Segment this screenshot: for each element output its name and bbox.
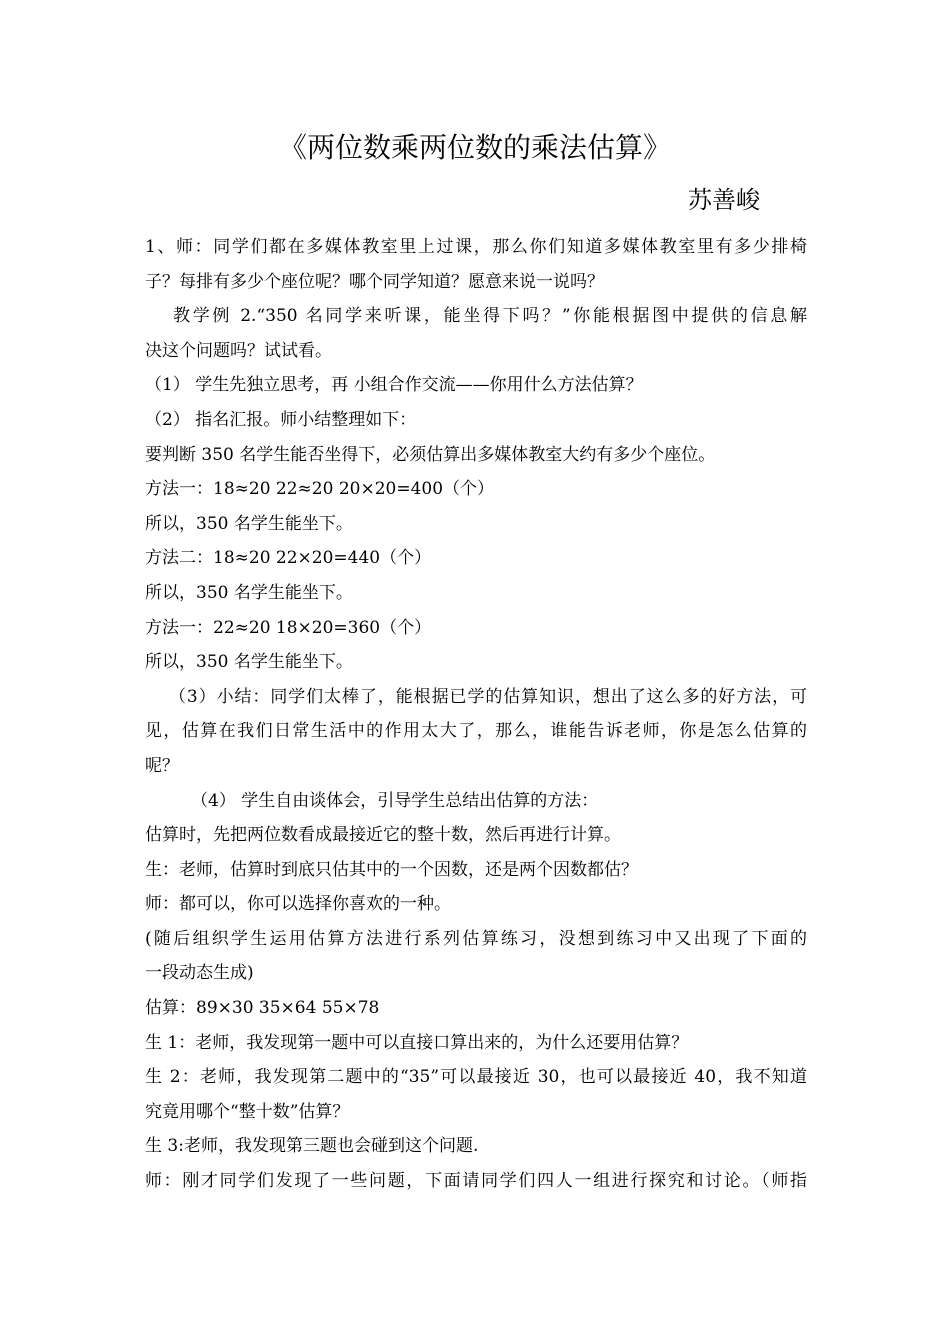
text-line: 呢？ [145,755,179,776]
text-line: （4） 学生自由谈体会，引导学生总结出估算的方法： [191,790,599,811]
text-line: 估算：89×30 35×64 55×78 [145,998,380,1019]
text-line: 方法二：18≈20 22×20=440（个） [145,548,432,569]
text-line: 生：老师，估算时到底只估其中的一个因数，还是两个因数都估？ [145,859,638,880]
document-body [145,230,807,1199]
text-line: (随后组织学生运用估算方法进行系列估算练习，没想到练习中又出现了下面的 [145,928,807,949]
document-author: 苏善峻 [688,186,760,214]
text-line: 生 1：老师，我发现第一题中可以直接口算出来的，为什么还要用估算？ [145,1032,689,1053]
text-line: 所以，350 名学生能坐下。 [145,582,353,603]
text-line: 师：都可以，你可以选择你喜欢的一种。 [145,894,451,915]
text-line: 生 3:老师，我发现第三题也会碰到这个问题. [145,1136,479,1157]
text-line: 方法一：22≈20 18×20=360（个） [145,617,432,638]
text-line: 教学例 2.“350 名同学来听课，能坐得下吗？”你能根据图中提供的信息解 [173,306,807,327]
text-line: 方法一：18≈20 22≈20 20×20=400（个） [145,479,495,500]
text-line: 所以，350 名学生能坐下。 [145,652,353,673]
text-line: （1） 学生先独立思考，再 小组合作交流——你用什么方法估算？ [145,375,643,396]
text-line: （2） 指名汇报。师小结整理如下： [145,409,417,430]
text-line: （3）小结：同学们太棒了，能根据已学的估算知识，想出了这么多的好方法，可 [169,686,807,707]
text-line: 估算时，先把两位数看成最接近它的整十数，然后再进行计算。 [145,825,621,846]
text-line: 生 2：老师，我发现第二题中的“35”可以最接近 30，也可以最接近 40，我不知道 [145,1067,807,1088]
document-title: 《两位数乘两位数的乘法估算》 [278,131,671,164]
text-line: 见，估算在我们日常生活中的作用太大了，那么，谁能告诉老师，你是怎么估算的 [145,721,807,742]
text-line: 子？每排有多少个座位呢？哪个同学知道？愿意来说一说吗？ [145,271,604,292]
text-line: 究竟用哪个“整十数”估算？ [145,1101,350,1122]
text-line: 要判断 350 名学生能否坐得下，必须估算出多媒体教室大约有多少个座位。 [145,444,716,465]
text-line: 所以，350 名学生能坐下。 [145,513,353,534]
text-line: 师：刚才同学们发现了一些问题，下面请同学们四人一组进行探究和讨论。（师指 [145,1171,807,1192]
text-line: 一段动态生成) [145,963,254,984]
text-line: 1、师：同学们都在多媒体教室里上过课，那么你们知道多媒体教室里有多少排椅 [145,237,807,257]
text-line: 决这个问题吗？试试看。 [145,340,332,361]
